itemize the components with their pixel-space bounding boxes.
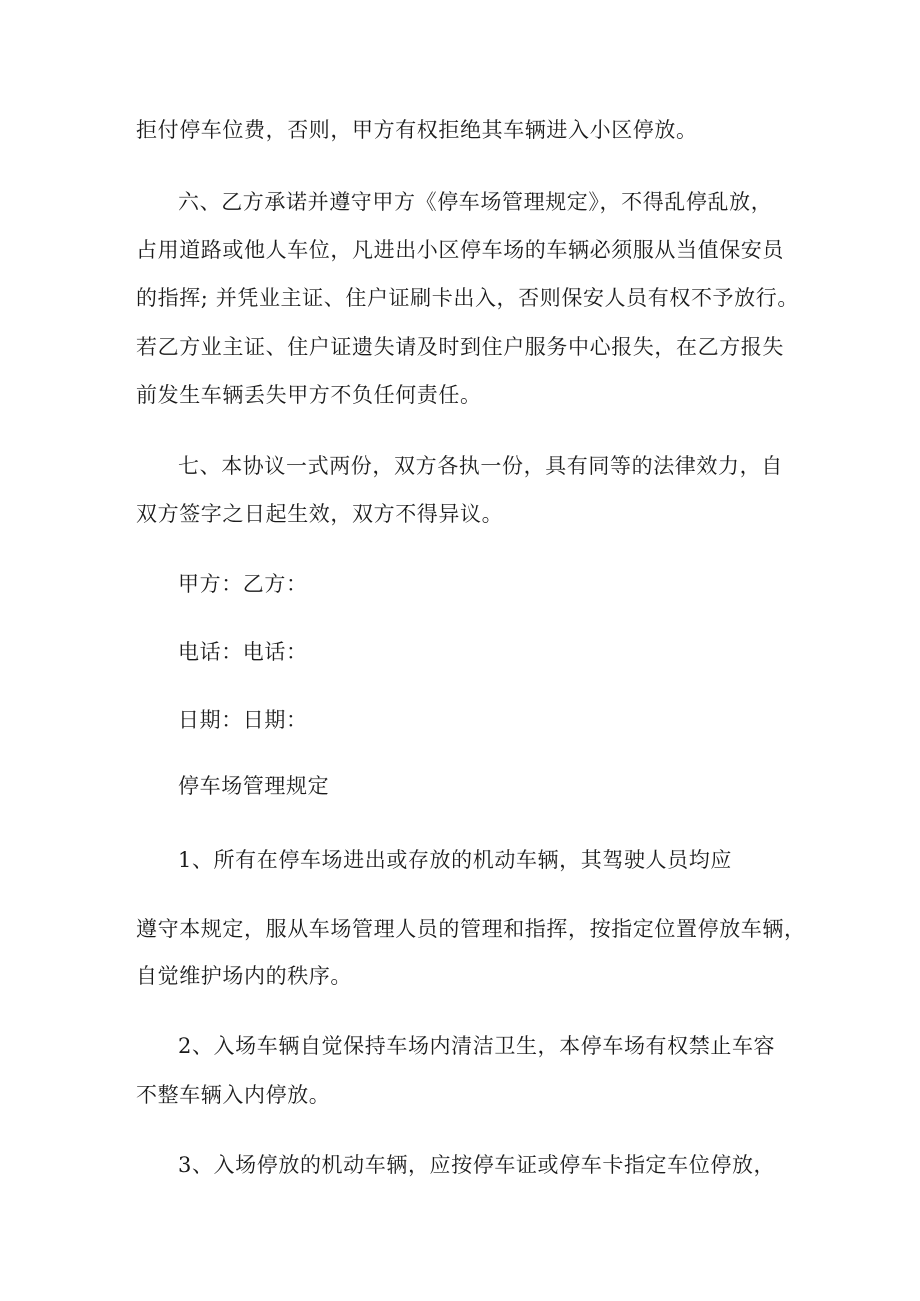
text-line: 前发生车辆丢失甲方不负任何责任。 (136, 383, 482, 407)
text-line: 拒付停车位费，否则，甲方有权拒绝其车辆进入小区停放。 (136, 118, 698, 142)
phone-line: 电话：电话： (178, 640, 308, 664)
text-line: 若乙方业主证、住户证遗失请及时到住户服务中心报失，在乙方报失 (136, 335, 784, 359)
rule-one-line: 1、所有在停车场进出或存放的机动车辆，其驾驶人员均应 (178, 848, 732, 872)
text-line: 不整车辆入内停放。 (136, 1083, 331, 1107)
text-line: 的指挥; 并凭业主证、住户证刷卡出入，否则保安人员有权不予放行。 (136, 286, 799, 310)
date-line: 日期：日期： (178, 708, 308, 732)
rule-two-line: 2、入场车辆自觉保持车场内清洁卫生，本停车场有权禁止车容 (178, 1034, 776, 1058)
text-line: 占用道路或他人车位，凡进出小区停车场的车辆必须服从当值保安员 (136, 238, 784, 262)
text-line: 遵守本规定，服从车场管理人员的管理和指挥，按指定位置停放车辆， (136, 917, 806, 941)
rule-three-line: 3、入场停放的机动车辆，应按停车证或停车卡指定车位停放， (178, 1153, 776, 1177)
clause-six-line: 六、乙方承诺并遵守甲方《停车场管理规定》，不得乱停乱放， (178, 190, 773, 214)
text-line: 双方签字之日起生效，双方不得异议。 (136, 502, 504, 526)
clause-seven-line: 七、本协议一式两份，双方各执一份，具有同等的法律效力，自 (178, 454, 783, 478)
section-title: 停车场管理规定 (178, 774, 330, 798)
text-line: 自觉维护场内的秩序。 (136, 964, 352, 988)
party-signature-line: 甲方：乙方： (178, 572, 308, 596)
